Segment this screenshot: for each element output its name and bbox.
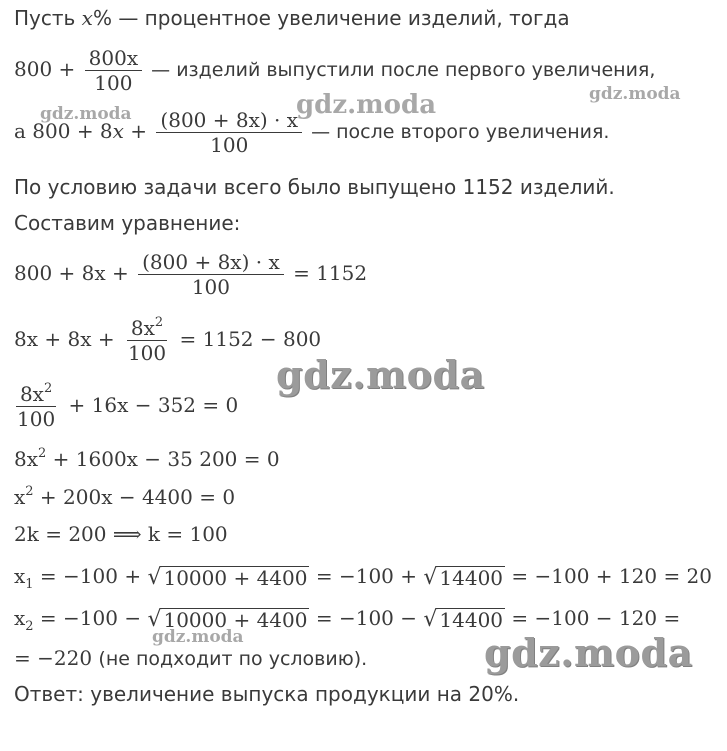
- text-part: — после второго увеличения.: [305, 121, 610, 143]
- fraction-denominator: 100: [17, 407, 56, 431]
- exponent: 2: [38, 446, 47, 461]
- text-part: — изделий выпустили после первого увеличения,: [145, 59, 656, 81]
- text-part: Пусть: [14, 6, 82, 30]
- math-part: = −100 +: [33, 564, 148, 588]
- fraction-numerator: [127, 316, 167, 341]
- watermark-logo: gdz.moda: [40, 104, 132, 124]
- radicand: 10000 + 4400: [163, 607, 308, 632]
- math-part: = 1152 − 800: [173, 327, 322, 351]
- fraction: [156, 108, 302, 157]
- math-part: 8x + 8x +: [14, 327, 121, 351]
- sqrt-icon: √ 14400: [423, 564, 504, 590]
- math-part: = −100 + 120 = 20: [505, 564, 713, 588]
- math-part: = −100 +: [309, 564, 424, 588]
- fraction-numerator: (800 + 8x) · x: [156, 108, 302, 133]
- math-part: 800 +: [14, 57, 82, 81]
- math-part: x: [14, 564, 26, 588]
- math-var: x: [81, 6, 93, 30]
- math-part: = −100 −: [33, 606, 148, 630]
- watermark-logo: gdz.moda: [276, 352, 485, 397]
- math-part: = −220: [14, 646, 99, 670]
- text-part: % — процентное увеличение изделий, тогда: [92, 6, 570, 30]
- math-part: = −100 −: [309, 606, 424, 630]
- math-var: x: [112, 119, 124, 143]
- fraction: [124, 316, 170, 365]
- text-line-5: Составим уравнение:: [14, 211, 241, 235]
- math-part: а 800 + 8: [14, 119, 113, 143]
- equation-1: [14, 250, 367, 299]
- fraction: [138, 250, 284, 299]
- math-part: 8x: [14, 447, 39, 471]
- sqrt-icon: √ 10000 + 4400: [147, 564, 308, 590]
- math-part: = 1152: [286, 261, 368, 285]
- sqrt-icon: √ 10000 + 4400: [147, 606, 308, 632]
- math-part: x: [14, 606, 26, 630]
- radicand: 14400: [439, 607, 504, 632]
- fraction: [13, 382, 59, 431]
- exponent: 2: [25, 484, 34, 499]
- watermark-logo: gdz.moda: [589, 84, 681, 104]
- equation-6: 2k = 200 ⟹ k = 100: [14, 522, 228, 546]
- watermark-logo: gdz.moda: [484, 630, 693, 675]
- fraction: [85, 46, 142, 95]
- text-line-1: [14, 6, 570, 30]
- fraction-denominator: 100: [94, 71, 133, 95]
- answer-line: Ответ: увеличение выпуска продукции на 20%.: [14, 682, 520, 706]
- fraction-numerator: [16, 382, 56, 407]
- fraction-denominator: 100: [191, 275, 231, 299]
- math-part: 800 + 8x +: [14, 261, 136, 285]
- fraction-denominator: 100: [210, 133, 249, 157]
- math-part: 8x: [19, 382, 44, 406]
- equation-8: [14, 606, 680, 632]
- math-part: 8x: [130, 316, 155, 340]
- math-part: + 1600x − 35 200 = 0: [46, 447, 280, 471]
- exponent: 2: [43, 381, 53, 396]
- math-part: + 200x − 4400 = 0: [33, 485, 236, 509]
- sqrt-icon: √ 14400: [423, 606, 504, 632]
- equation-7: [14, 564, 712, 590]
- watermark-logo: gdz.moda: [152, 627, 244, 647]
- text-line-4: По условию задачи всего было выпущено 1152 изделий.: [14, 175, 615, 199]
- text-line-2: [14, 46, 655, 95]
- equation-5: [14, 485, 235, 509]
- radicand: 10000 + 4400: [163, 565, 308, 590]
- fraction-denominator: 100: [127, 341, 167, 365]
- math-part: x: [14, 485, 26, 509]
- math-part: = −100 − 120 =: [505, 606, 681, 630]
- watermark-logo: gdz.moda: [296, 90, 437, 120]
- equation-9: [14, 646, 367, 671]
- fraction-numerator: (800 + 8x) · x: [138, 250, 284, 275]
- radicand: 14400: [439, 565, 504, 590]
- equation-3: [10, 382, 238, 431]
- fraction-numerator: 800x: [85, 46, 142, 71]
- exponent: 2: [154, 315, 164, 330]
- math-part: +: [123, 119, 154, 143]
- subscript: 2: [25, 619, 34, 634]
- math-part: + 16x − 352 = 0: [62, 393, 239, 417]
- equation-4: [14, 447, 280, 471]
- text-part: (не подходит по условию).: [98, 648, 368, 670]
- subscript: 1: [25, 577, 34, 592]
